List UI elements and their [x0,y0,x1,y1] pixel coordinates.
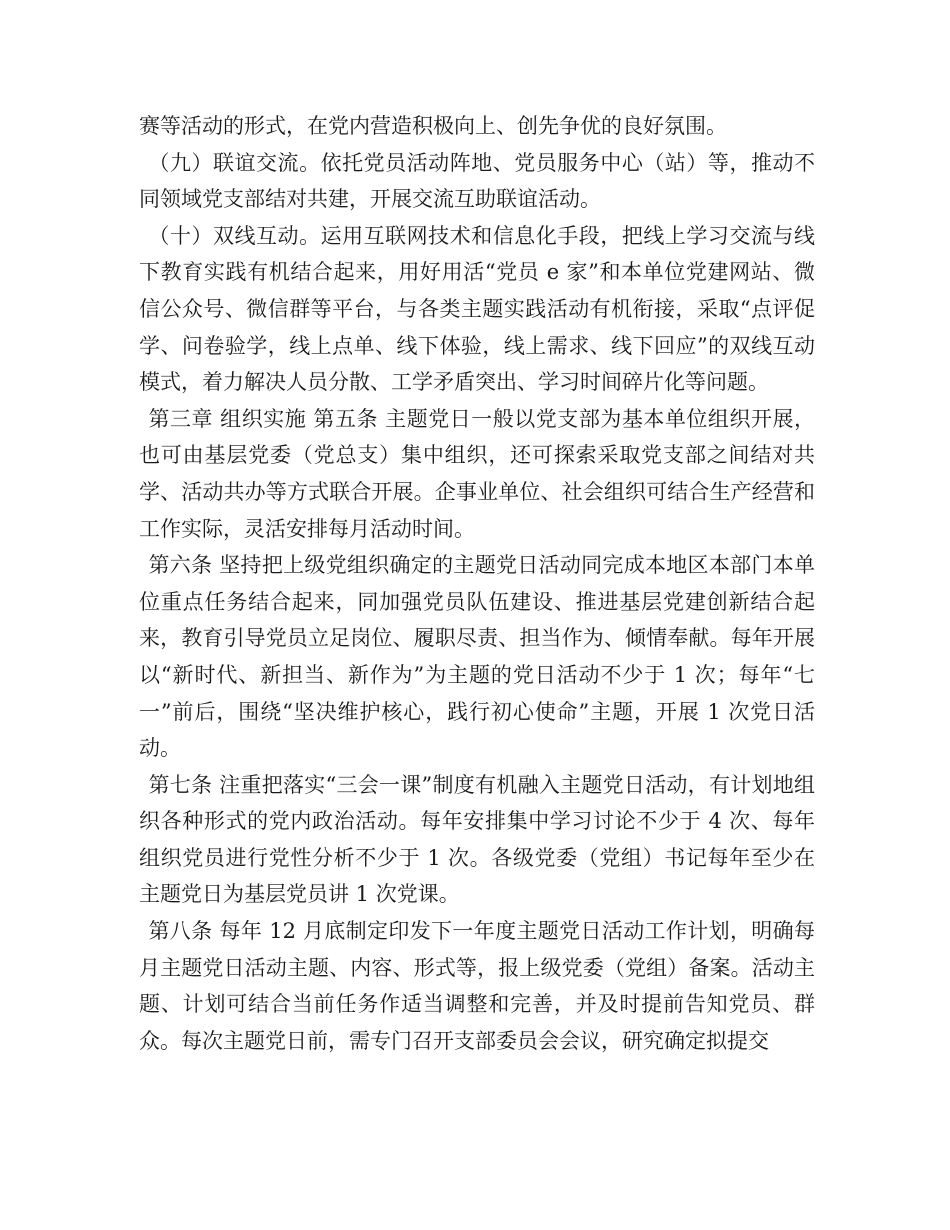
paragraph-item-ten: （十）双线互动。运用互联网技术和信息化手段，把线上学习交流与线下教育实践有机结合起来，用好用活“党员 e 家”和本单位党建网站、微信公众号、微信群等平台，与各类主题实践活动有机衔接，采取“点评促学、问卷验学，线上点单、线下体验，线上需求、线下回应”的双线互动模式，着力解决人员分散、工学矛盾突出、学习时间碎片化等问题。 [139,223,815,395]
document-body [139,108,815,1059]
paragraph-chapter-three-article-five: 第三章 组织实施 第五条 主题党日一般以党支部为基本单位组织开展，也可由基层党委（党总支）集中组织，还可探索采取党支部之间结对共学、活动共办等方式联合开展。企事业单位、社会组织可结合生产经营和工作实际，灵活安排每月活动时间。 [139,406,815,541]
paragraph-item-nine: （九）联谊交流。依托党员活动阵地、党员服务中心（站）等，推动不同领域党支部结对共建，开展交流互助联谊活动。 [139,150,815,212]
paragraph-article-eight: 第八条 每年 12 月底制定印发下一年度主题党日活动工作计划，明确每月主题党日活动主题、内容、形式等，报上级党委（党组）备案。活动主题、计划可结合当前任务作适当调整和完善，并及时提前告知党员、群众。每次主题党日前，需专门召开支部委员会会议，研究确定拟提交 [139,919,815,1053]
paragraph-article-six: 第六条 坚持把上级党组织确定的主题党日活动同完成本地区本部门本单位重点任务结合起来，同加强党员队伍建设、推进基层党建创新结合起来，教育引导党员立足岗位、履职尽责、担当作为、倾情奉献。每年开展以“新时代、新担当、新作为”为主题的党日活动不少于 1 次；每年“七一”前后，围绕“坚决维护核心，践行初心使命”主题，开展 1 次党日活动。 [139,553,815,761]
paragraph-article-seven: 第七条 注重把落实“三会一课”制度有机融入主题党日活动，有计划地组织各种形式的党内政治活动。每年安排集中学习讨论不少于 4 次、每年组织党员进行党性分析不少于 1 次。各级党委（党组）书记每年至少在主题党日为基层党员讲 1 次党课。 [139,772,815,907]
paragraph-continuation: 赛等活动的形式，在党内营造积极向上、创先争优的良好氛围。 [139,114,727,138]
